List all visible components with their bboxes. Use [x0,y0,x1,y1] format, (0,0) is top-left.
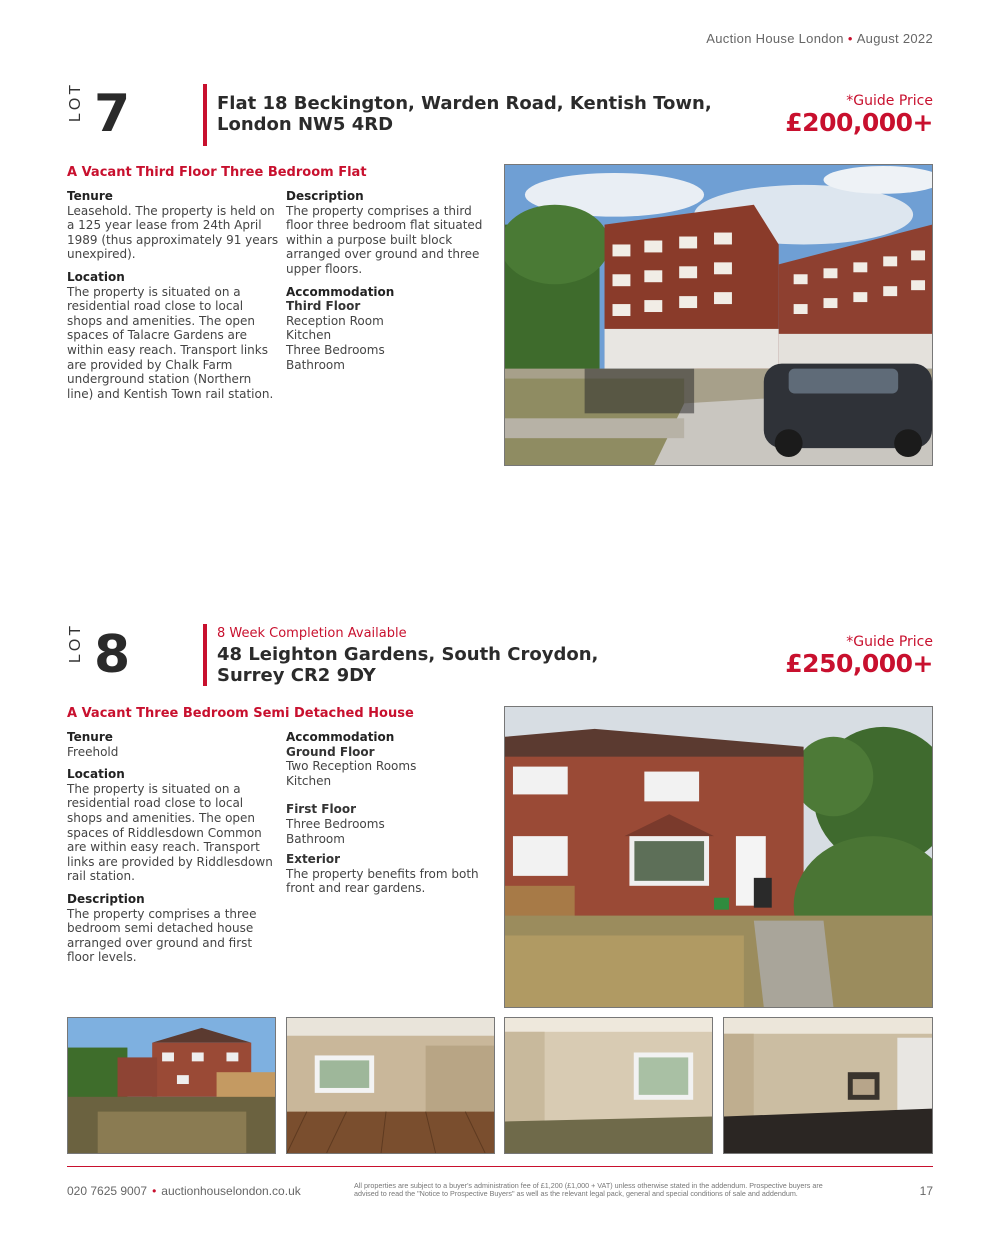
exterior-heading: Exterior [286,852,341,867]
location-heading: Location [67,767,125,782]
separator-dot: • [152,1184,157,1198]
address-line-2: Surrey CR2 9DY [217,665,376,686]
room-item: Three Bedrooms [286,816,385,831]
reception-room-illustration [287,1018,494,1153]
tenure-heading: Tenure [67,730,113,744]
footer-divider [67,1166,933,1167]
description-text: The property comprises a three bedroom semi detached house arranged over ground and first floor levels. [67,906,257,965]
lot-details-right [286,730,486,896]
description-heading: Description [286,189,364,203]
ground-floor-heading: Ground Floor [286,744,375,759]
room-item: Bathroom [286,831,345,846]
location-text: The property is situated on a residential road close to local shops and amenities. The open spaces of Talacre Gardens are within easy reach. Transport links are provided by Chalk Farm underground station (Northern line) and Kentish Town rail station. [67,284,274,401]
website-link[interactable]: auctionhouselondon.co.uk [161,1184,301,1198]
accommodation-heading: Accommodation [286,284,395,299]
rear-garden-illustration [68,1018,275,1153]
lot-divider-bar [203,84,207,146]
living-room-illustration [724,1018,932,1153]
guide-price-value: £200,000+ [785,108,933,137]
lot-details-right [286,189,498,372]
address-line-2: London NW5 4RD [217,114,394,135]
thumbnail-reception-room [286,1017,495,1154]
first-floor-heading: First Floor [286,802,357,817]
lot-details-left [67,189,279,409]
property-photo-house [504,706,933,1008]
lot-number: 7 [94,84,129,144]
location-text: The property is situated on a residential road close to local shops and amenities. The open spaces of Riddlesdown Common are within easy reach. Transport links are provided by Riddlesdown rail station. [67,781,273,884]
phone-number[interactable]: 020 7625 9007 [67,1184,148,1198]
room-item: Three Bedrooms [286,342,385,357]
floor-heading: Third Floor [286,299,361,314]
guide-price-label: *Guide Price [846,634,933,650]
thumbnail-bedroom [504,1017,713,1154]
location-heading: Location [67,269,125,284]
lot-subheading: A Vacant Three Bedroom Semi Detached House [67,706,414,721]
lot-badge [67,81,129,144]
bedroom-illustration [505,1018,712,1153]
lot-details-left [67,730,279,973]
publisher-name: Auction House London [706,31,844,46]
tenure-heading: Tenure [67,189,113,203]
description-heading: Description [67,891,145,906]
completion-tagline: 8 Week Completion Available [217,626,407,641]
separator-dot: • [847,31,853,46]
thumbnail-living-room [723,1017,933,1154]
description-text: The property comprises a third floor three bedroom flat situated within a purpose built block arranged over ground and three upper floors. [286,203,483,276]
guide-price-value: £250,000+ [785,649,933,678]
tenure-text: Freehold [67,744,119,759]
room-item: Two Reception Rooms [286,759,417,774]
accommodation-heading: Accommodation [286,730,395,744]
address-line-1: 48 Leighton Gardens, South Croydon, [217,644,599,665]
lot-address [217,93,737,135]
room-item: Reception Room [286,313,384,328]
lot-divider-bar [203,624,207,686]
lot-label: LOT [67,622,84,663]
thumbnail-rear-garden [67,1017,276,1154]
footer-disclaimer: All properties are subject to a buyer's administration fee of £1,200 (£1,000 + VAT) unless otherwise stated in the addendum. Prospective buyers are advised to read the "Notice to Prospective Buyers" as well as the relevant legal pack, general and special conditions of sale and addendum. [354,1181,823,1199]
lot-address [217,644,737,686]
flats-illustration [505,165,932,465]
address-line-1: Flat 18 Beckington, Warden Road, Kentish Town, [217,93,712,114]
lot-number: 8 [94,625,129,685]
footer-contact [67,1184,301,1198]
lot-badge [67,622,129,685]
issue-date: August 2022 [856,31,933,46]
room-item: Kitchen [286,773,332,788]
lot-label: LOT [67,81,84,122]
tenure-text: Leasehold. The property is held on a 125 year lease from 24th April 1989 (thus approximately 91 years unexpired). [67,203,279,262]
page-header [706,31,933,46]
room-item: Kitchen [286,328,332,343]
page-number: 17 [919,1184,933,1198]
lot-subheading: A Vacant Third Floor Three Bedroom Flat [67,165,367,180]
guide-price-label: *Guide Price [846,93,933,109]
exterior-text: The property benefits from both front and rear gardens. [286,866,479,896]
house-illustration [505,707,932,1007]
room-item: Bathroom [286,357,345,372]
property-photo-flats [504,164,933,466]
